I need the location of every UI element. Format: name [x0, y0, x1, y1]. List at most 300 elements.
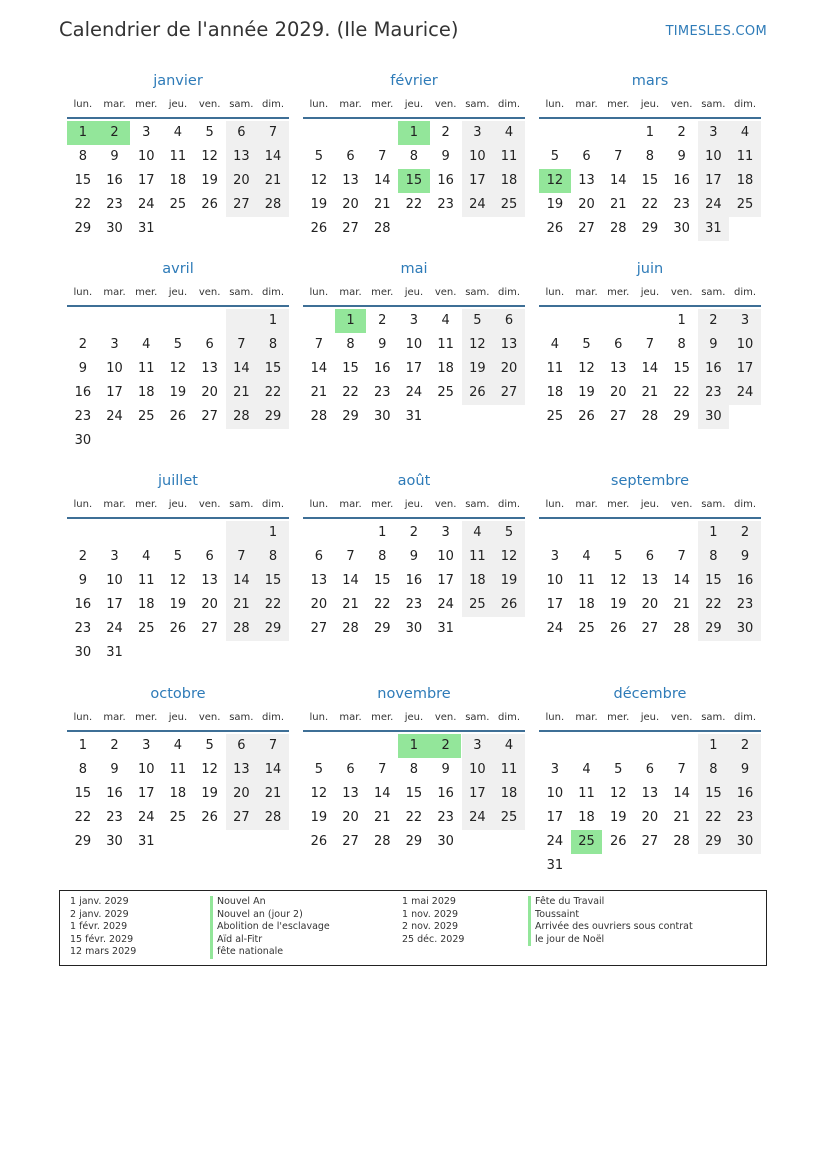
day-cell[interactable]: 12: [493, 545, 525, 569]
day-cell[interactable]: 1: [645, 125, 655, 140]
day-cell[interactable]: 6: [493, 309, 525, 333]
day-cell[interactable]: 28: [226, 405, 258, 429]
day-cell[interactable]: 17: [546, 597, 564, 612]
day-cell[interactable]: 25: [493, 806, 525, 830]
day-cell[interactable]: 6: [614, 337, 623, 352]
day-cell[interactable]: 4: [582, 549, 591, 564]
day-cell[interactable]: 24: [546, 834, 564, 849]
day-cell[interactable]: 17: [106, 385, 123, 400]
day-cell[interactable]: 4: [462, 521, 494, 545]
day-cell[interactable]: 6: [346, 149, 355, 164]
day-cell[interactable]: 10: [137, 149, 155, 164]
day-cell[interactable]: 3: [462, 121, 494, 145]
day-cell[interactable]: 25: [729, 193, 761, 217]
day-cell[interactable]: 8: [78, 149, 87, 164]
day-cell[interactable]: 7: [257, 121, 289, 145]
day-cell[interactable]: 14: [310, 361, 328, 376]
day-cell[interactable]: 11: [437, 337, 454, 352]
day-cell[interactable]: 30: [437, 834, 454, 849]
day-cell[interactable]: 19: [310, 197, 328, 212]
day-cell[interactable]: 22: [698, 593, 730, 617]
day-cell[interactable]: 19: [609, 810, 627, 825]
day-cell[interactable]: 28: [641, 409, 659, 424]
day-cell[interactable]: 21: [342, 597, 359, 612]
day-cell[interactable]: 17: [462, 169, 494, 193]
day-cell[interactable]: 13: [310, 573, 328, 588]
day-cell[interactable]: 7: [645, 337, 655, 352]
day-cell[interactable]: 27: [342, 834, 359, 849]
day-cell[interactable]: 29: [673, 409, 690, 424]
day-cell[interactable]: 29: [342, 409, 359, 424]
day-cell[interactable]: 15: [74, 173, 92, 188]
day-cell[interactable]: 9: [729, 545, 761, 569]
day-cell[interactable]: 16: [729, 569, 761, 593]
day-cell[interactable]: 26: [201, 810, 218, 825]
day-cell[interactable]: 16: [729, 782, 761, 806]
day-cell[interactable]: 19: [310, 810, 328, 825]
day-cell[interactable]: 18: [729, 169, 761, 193]
day-cell[interactable]: 7: [226, 333, 258, 357]
day-cell[interactable]: 26: [578, 409, 595, 424]
day-cell[interactable]: 8: [409, 762, 419, 777]
day-cell[interactable]: 2: [99, 121, 131, 145]
day-cell[interactable]: 14: [226, 569, 258, 593]
day-cell[interactable]: 27: [342, 221, 359, 236]
day-cell[interactable]: 8: [257, 333, 289, 357]
day-cell[interactable]: 25: [493, 193, 525, 217]
day-cell[interactable]: 22: [373, 597, 391, 612]
day-cell[interactable]: 8: [409, 149, 419, 164]
day-cell[interactable]: 30: [729, 617, 761, 641]
day-cell[interactable]: 19: [201, 786, 218, 801]
day-cell[interactable]: 9: [441, 762, 450, 777]
day-cell[interactable]: 28: [373, 221, 391, 236]
day-cell[interactable]: 24: [137, 197, 155, 212]
day-cell[interactable]: 20: [641, 597, 659, 612]
day-cell[interactable]: 3: [409, 313, 419, 328]
day-cell[interactable]: 23: [74, 409, 92, 424]
day-cell[interactable]: 31: [546, 858, 564, 873]
day-cell[interactable]: 8: [645, 149, 655, 164]
day-cell[interactable]: 19: [169, 597, 187, 612]
day-cell[interactable]: 3: [441, 525, 450, 540]
day-cell[interactable]: 9: [441, 149, 450, 164]
day-cell[interactable]: 30: [698, 405, 730, 429]
day-cell[interactable]: 17: [462, 782, 494, 806]
day-cell[interactable]: 5: [205, 125, 214, 140]
day-cell[interactable]: 6: [314, 549, 323, 564]
day-cell[interactable]: 29: [698, 617, 730, 641]
day-cell[interactable]: 5: [614, 549, 623, 564]
day-cell[interactable]: 15: [405, 786, 423, 801]
day-cell[interactable]: 20: [609, 385, 627, 400]
day-cell[interactable]: 1: [698, 734, 730, 758]
day-cell[interactable]: 21: [310, 385, 328, 400]
day-cell[interactable]: 16: [673, 173, 690, 188]
day-cell[interactable]: 24: [729, 381, 761, 405]
day-cell[interactable]: 4: [493, 121, 525, 145]
day-cell[interactable]: 10: [437, 549, 454, 564]
day-cell[interactable]: 15: [698, 782, 730, 806]
day-cell[interactable]: 10: [546, 786, 564, 801]
day-cell[interactable]: 2: [409, 525, 419, 540]
day-cell[interactable]: 31: [137, 834, 155, 849]
day-cell[interactable]: 7: [346, 549, 355, 564]
day-cell[interactable]: 20: [201, 597, 218, 612]
day-cell[interactable]: 22: [74, 810, 92, 825]
day-cell[interactable]: 22: [405, 810, 423, 825]
day-cell[interactable]: 9: [698, 333, 730, 357]
day-cell[interactable]: 3: [550, 762, 559, 777]
day-cell[interactable]: 30: [373, 409, 391, 424]
day-cell[interactable]: 26: [609, 834, 627, 849]
day-cell[interactable]: 31: [698, 217, 730, 241]
day-cell[interactable]: 4: [142, 549, 151, 564]
day-cell[interactable]: 10: [106, 573, 123, 588]
day-cell[interactable]: 25: [546, 409, 564, 424]
day-cell[interactable]: 10: [106, 361, 123, 376]
day-cell[interactable]: 2: [110, 738, 119, 753]
day-cell[interactable]: 6: [205, 549, 214, 564]
day-cell[interactable]: 9: [729, 758, 761, 782]
day-cell[interactable]: 2: [677, 125, 686, 140]
day-cell[interactable]: 16: [437, 173, 454, 188]
day-cell[interactable]: 16: [106, 173, 123, 188]
day-cell[interactable]: 17: [137, 786, 155, 801]
day-cell[interactable]: 27: [201, 409, 218, 424]
day-cell[interactable]: 26: [462, 381, 494, 405]
day-cell[interactable]: 3: [142, 738, 151, 753]
day-cell[interactable]: 6: [346, 762, 355, 777]
day-cell[interactable]: 3: [110, 549, 119, 564]
day-cell[interactable]: 11: [546, 361, 564, 376]
day-cell[interactable]: 18: [578, 597, 595, 612]
day-cell[interactable]: 15: [257, 357, 289, 381]
day-cell[interactable]: 24: [437, 597, 454, 612]
day-cell[interactable]: 18: [578, 810, 595, 825]
day-cell[interactable]: 27: [310, 621, 328, 636]
day-cell[interactable]: 4: [729, 121, 761, 145]
day-cell[interactable]: 1: [78, 738, 87, 753]
day-cell[interactable]: 16: [106, 786, 123, 801]
day-cell[interactable]: 7: [677, 762, 686, 777]
day-cell[interactable]: 15: [641, 173, 659, 188]
day-cell[interactable]: 13: [226, 145, 258, 169]
day-cell[interactable]: 19: [462, 357, 494, 381]
day-cell[interactable]: 11: [493, 758, 525, 782]
day-cell[interactable]: 29: [641, 221, 659, 236]
day-cell[interactable]: 8: [698, 545, 730, 569]
day-cell[interactable]: 18: [437, 361, 454, 376]
day-cell[interactable]: 1: [257, 521, 289, 545]
day-cell[interactable]: 17: [137, 173, 155, 188]
day-cell[interactable]: 15: [74, 786, 92, 801]
day-cell[interactable]: 16: [405, 573, 423, 588]
day-cell[interactable]: 13: [493, 333, 525, 357]
day-cell[interactable]: 23: [729, 593, 761, 617]
day-cell[interactable]: 18: [462, 569, 494, 593]
day-cell[interactable]: 15: [398, 169, 430, 193]
day-cell[interactable]: 7: [226, 545, 258, 569]
day-cell[interactable]: 1: [67, 121, 99, 145]
day-cell[interactable]: 11: [169, 762, 187, 777]
day-cell[interactable]: 14: [673, 786, 690, 801]
day-cell[interactable]: 15: [257, 569, 289, 593]
day-cell[interactable]: 19: [493, 569, 525, 593]
day-cell[interactable]: 17: [546, 810, 564, 825]
day-cell[interactable]: 26: [609, 621, 627, 636]
day-cell[interactable]: 31: [106, 645, 123, 660]
day-cell[interactable]: 13: [578, 173, 595, 188]
day-cell[interactable]: 21: [257, 782, 289, 806]
day-cell[interactable]: 19: [609, 597, 627, 612]
day-cell[interactable]: 22: [257, 381, 289, 405]
day-cell[interactable]: 28: [673, 834, 690, 849]
day-cell[interactable]: 28: [257, 193, 289, 217]
day-cell[interactable]: 12: [609, 786, 627, 801]
day-cell[interactable]: 12: [539, 169, 571, 193]
day-cell[interactable]: 3: [698, 121, 730, 145]
day-cell[interactable]: 1: [398, 121, 430, 145]
day-cell[interactable]: 14: [342, 573, 359, 588]
day-cell[interactable]: 2: [729, 521, 761, 545]
day-cell[interactable]: 19: [201, 173, 218, 188]
day-cell[interactable]: 18: [169, 786, 187, 801]
day-cell[interactable]: 11: [729, 145, 761, 169]
day-cell[interactable]: 30: [106, 834, 123, 849]
day-cell[interactable]: 21: [673, 597, 690, 612]
day-cell[interactable]: 3: [550, 549, 559, 564]
day-cell[interactable]: 5: [314, 762, 323, 777]
day-cell[interactable]: 30: [106, 221, 123, 236]
day-cell[interactable]: 4: [550, 337, 559, 352]
day-cell[interactable]: 13: [201, 573, 218, 588]
day-cell[interactable]: 2: [430, 734, 462, 758]
day-cell[interactable]: 28: [342, 621, 359, 636]
day-cell[interactable]: 5: [173, 337, 183, 352]
day-cell[interactable]: 20: [641, 810, 659, 825]
day-cell[interactable]: 19: [169, 385, 187, 400]
day-cell[interactable]: 29: [405, 834, 423, 849]
day-cell[interactable]: 28: [673, 621, 690, 636]
day-cell[interactable]: 1: [698, 521, 730, 545]
day-cell[interactable]: 28: [373, 834, 391, 849]
day-cell[interactable]: 30: [405, 621, 423, 636]
day-cell[interactable]: 3: [462, 734, 494, 758]
day-cell[interactable]: 21: [226, 593, 258, 617]
day-cell[interactable]: 28: [310, 409, 328, 424]
day-cell[interactable]: 19: [546, 197, 564, 212]
day-cell[interactable]: 23: [698, 381, 730, 405]
day-cell[interactable]: 2: [78, 549, 87, 564]
day-cell[interactable]: 21: [673, 810, 690, 825]
day-cell[interactable]: 23: [106, 810, 123, 825]
day-cell[interactable]: 11: [493, 145, 525, 169]
day-cell[interactable]: 26: [493, 593, 525, 617]
day-cell[interactable]: 5: [462, 309, 494, 333]
day-cell[interactable]: 11: [169, 149, 187, 164]
day-cell[interactable]: 31: [137, 221, 155, 236]
day-cell[interactable]: 22: [342, 385, 359, 400]
day-cell[interactable]: 27: [641, 621, 659, 636]
day-cell[interactable]: 1: [257, 309, 289, 333]
day-cell[interactable]: 9: [409, 549, 419, 564]
day-cell[interactable]: 27: [609, 409, 627, 424]
day-cell[interactable]: 27: [201, 621, 218, 636]
day-cell[interactable]: 16: [74, 597, 92, 612]
day-cell[interactable]: 16: [437, 786, 454, 801]
day-cell[interactable]: 26: [546, 221, 564, 236]
day-cell[interactable]: 8: [78, 762, 87, 777]
day-cell[interactable]: 3: [110, 337, 119, 352]
day-cell[interactable]: 11: [462, 545, 494, 569]
day-cell[interactable]: 30: [74, 645, 92, 660]
day-cell[interactable]: 10: [462, 145, 494, 169]
day-cell[interactable]: 30: [74, 433, 92, 448]
day-cell[interactable]: 4: [493, 734, 525, 758]
day-cell[interactable]: 8: [677, 337, 686, 352]
day-cell[interactable]: 13: [201, 361, 218, 376]
day-cell[interactable]: 21: [641, 385, 659, 400]
day-cell[interactable]: 29: [373, 621, 391, 636]
day-cell[interactable]: 2: [698, 309, 730, 333]
day-cell[interactable]: 24: [106, 409, 123, 424]
day-cell[interactable]: 28: [257, 806, 289, 830]
day-cell[interactable]: 25: [137, 621, 155, 636]
day-cell[interactable]: 24: [698, 193, 730, 217]
day-cell[interactable]: 26: [169, 621, 187, 636]
day-cell[interactable]: 1: [398, 734, 430, 758]
day-cell[interactable]: 23: [106, 197, 123, 212]
day-cell[interactable]: 18: [493, 169, 525, 193]
day-cell[interactable]: 23: [74, 621, 92, 636]
day-cell[interactable]: 9: [378, 337, 387, 352]
day-cell[interactable]: 7: [614, 149, 623, 164]
day-cell[interactable]: 23: [729, 806, 761, 830]
day-cell[interactable]: 4: [142, 337, 151, 352]
day-cell[interactable]: 7: [314, 337, 323, 352]
day-cell[interactable]: 30: [729, 830, 761, 854]
day-cell[interactable]: 12: [169, 361, 187, 376]
day-cell[interactable]: 24: [106, 621, 123, 636]
day-cell[interactable]: 25: [462, 593, 494, 617]
day-cell[interactable]: 20: [201, 385, 218, 400]
day-cell[interactable]: 14: [257, 145, 289, 169]
day-cell[interactable]: 24: [462, 193, 494, 217]
day-cell[interactable]: 5: [314, 149, 323, 164]
day-cell[interactable]: 28: [609, 221, 627, 236]
day-cell[interactable]: 27: [226, 806, 258, 830]
day-cell[interactable]: 2: [378, 313, 387, 328]
day-cell[interactable]: 18: [493, 782, 525, 806]
day-cell[interactable]: 13: [226, 758, 258, 782]
day-cell[interactable]: 6: [645, 549, 655, 564]
day-cell[interactable]: 12: [169, 573, 187, 588]
day-cell[interactable]: 26: [310, 221, 328, 236]
day-cell[interactable]: 5: [614, 762, 623, 777]
day-cell[interactable]: 26: [310, 834, 328, 849]
day-cell[interactable]: 12: [310, 173, 328, 188]
day-cell[interactable]: 18: [137, 385, 155, 400]
day-cell[interactable]: 10: [698, 145, 730, 169]
day-cell[interactable]: 3: [729, 309, 761, 333]
day-cell[interactable]: 14: [673, 573, 690, 588]
day-cell[interactable]: 14: [373, 786, 391, 801]
day-cell[interactable]: 25: [137, 409, 155, 424]
day-cell[interactable]: 20: [342, 810, 359, 825]
day-cell[interactable]: 14: [226, 357, 258, 381]
day-cell[interactable]: 14: [609, 173, 627, 188]
day-cell[interactable]: 29: [74, 834, 92, 849]
day-cell[interactable]: 29: [257, 405, 289, 429]
day-cell[interactable]: 9: [110, 149, 119, 164]
day-cell[interactable]: 12: [609, 573, 627, 588]
day-cell[interactable]: 29: [74, 221, 92, 236]
day-cell[interactable]: 6: [582, 149, 591, 164]
day-cell[interactable]: 2: [729, 734, 761, 758]
day-cell[interactable]: 5: [205, 738, 214, 753]
day-cell[interactable]: 5: [493, 521, 525, 545]
day-cell[interactable]: 17: [729, 357, 761, 381]
day-cell[interactable]: 26: [169, 409, 187, 424]
day-cell[interactable]: 23: [437, 197, 454, 212]
day-cell[interactable]: 8: [698, 758, 730, 782]
day-cell[interactable]: 11: [137, 361, 155, 376]
day-cell[interactable]: 19: [578, 385, 595, 400]
day-cell[interactable]: 16: [698, 357, 730, 381]
day-cell[interactable]: 6: [645, 762, 655, 777]
day-cell[interactable]: 20: [226, 169, 258, 193]
day-cell[interactable]: 23: [405, 597, 423, 612]
day-cell[interactable]: 6: [205, 337, 214, 352]
day-cell[interactable]: 9: [78, 573, 87, 588]
day-cell[interactable]: 9: [78, 361, 87, 376]
day-cell[interactable]: 14: [641, 361, 659, 376]
day-cell[interactable]: 2: [78, 337, 87, 352]
day-cell[interactable]: 22: [698, 806, 730, 830]
day-cell[interactable]: 20: [342, 197, 359, 212]
day-cell[interactable]: 29: [257, 617, 289, 641]
day-cell[interactable]: 15: [698, 569, 730, 593]
day-cell[interactable]: 7: [677, 549, 686, 564]
day-cell[interactable]: 7: [378, 762, 387, 777]
day-cell[interactable]: 18: [169, 173, 187, 188]
day-cell[interactable]: 13: [342, 786, 359, 801]
day-cell[interactable]: 21: [257, 169, 289, 193]
day-cell[interactable]: 25: [169, 197, 187, 212]
day-cell[interactable]: 22: [641, 197, 659, 212]
day-cell[interactable]: 10: [137, 762, 155, 777]
day-cell[interactable]: 23: [673, 197, 690, 212]
day-cell[interactable]: 17: [405, 361, 423, 376]
day-cell[interactable]: 20: [310, 597, 328, 612]
day-cell[interactable]: 20: [226, 782, 258, 806]
day-cell[interactable]: 24: [405, 385, 423, 400]
day-cell[interactable]: 4: [582, 762, 591, 777]
day-cell[interactable]: 27: [641, 834, 659, 849]
day-cell[interactable]: 25: [571, 830, 603, 854]
day-cell[interactable]: 16: [74, 385, 92, 400]
day-cell[interactable]: 1: [335, 309, 367, 333]
day-cell[interactable]: 12: [201, 149, 218, 164]
day-cell[interactable]: 12: [310, 786, 328, 801]
day-cell[interactable]: 22: [257, 593, 289, 617]
day-cell[interactable]: 28: [226, 617, 258, 641]
day-cell[interactable]: 22: [673, 385, 690, 400]
day-cell[interactable]: 18: [546, 385, 564, 400]
day-cell[interactable]: 9: [677, 149, 686, 164]
day-cell[interactable]: 12: [462, 333, 494, 357]
